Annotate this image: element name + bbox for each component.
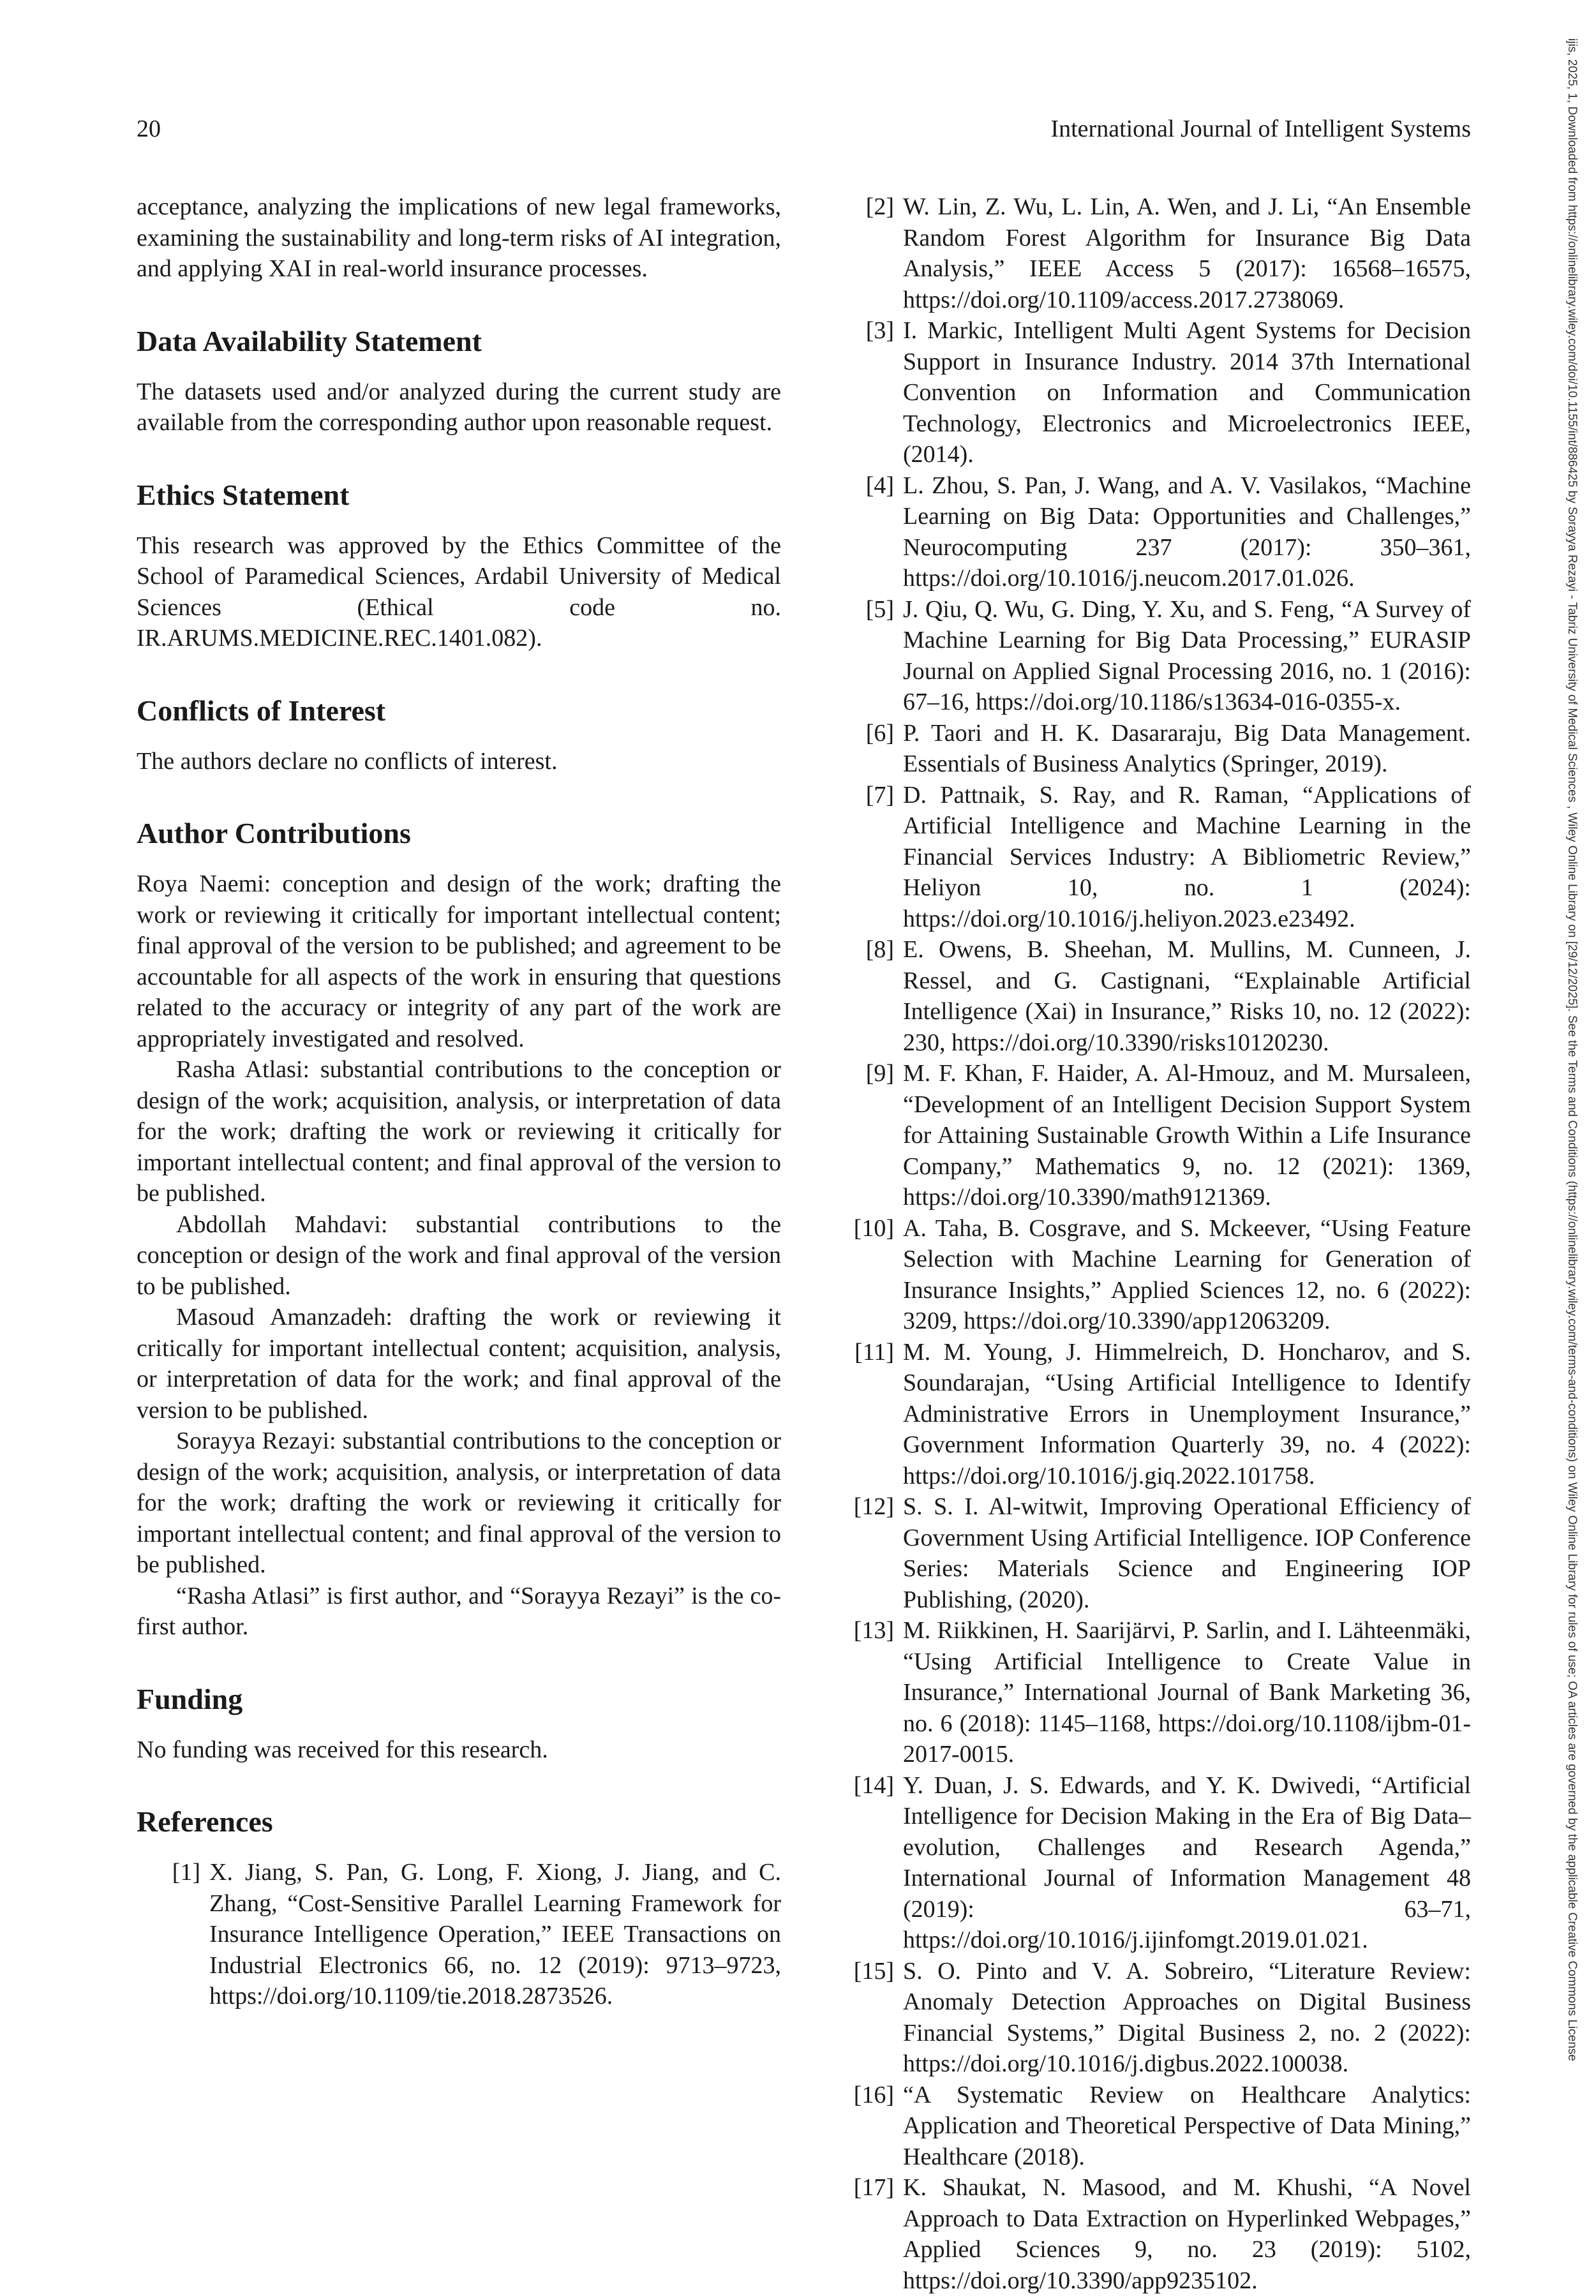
ethics-text: This research was approved by the Ethics Committee of the School of Paramedical Sciences, Ardabil University of Medical Sciences (Ethical code no. IR.ARUMS.MEDICINE.REC.1401.082). <box>137 532 781 652</box>
reference-number: [16] <box>853 2081 894 2108</box>
reference-item <box>846 1058 1471 1213</box>
reference-text: S. O. Pinto and V. A. Sobreiro, “Literature Review: Anomaly Detection Approaches on Digital Business Financial Systems,” Digital Business 2, no. 2 (2022): https://doi.org/10.1016/j.digbus.2022.100038. <box>903 1957 1471 2077</box>
contribution-paragraph: Rasha Atlasi: substantial contributions to the conception or design of the work; acquisition, analysis, or interpretation of data for the work; drafting the work or reviewing it critically for important intellectual content; and final approval of the version to be published. <box>137 1056 781 1207</box>
reference-item <box>846 780 1471 935</box>
reference-item <box>846 1770 1471 1956</box>
contribution-paragraph: Sorayya Rezayi: substantial contributions to the conception or design of the work; acquisition, analysis, or interpretation of data for the work; drafting the work or reviewing it critically for important intellectual content; and final approval of the version to be published. <box>137 1428 781 1578</box>
conflicts-heading: Conflicts of Interest <box>137 694 386 727</box>
reference-number: [11] <box>854 1338 894 1366</box>
reference-text: W. Lin, Z. Wu, L. Lin, A. Wen, and J. Li, “An Ensemble Random Forest Algorithm for Insurance Big Data Analysis,” IEEE Access 5 (2017): 16568–16575, https://doi.org/10.1109/access.2017.2738069. <box>903 193 1471 313</box>
reference-text: S. S. I. Al-witwit, Improving Operational Efficiency of Government Using Artificial Intelligence. IOP Conference Series: Materials Science and Engineering IOP Publishing, (2020). <box>903 1493 1471 1613</box>
reference-text: M. M. Young, J. Himmelreich, D. Honcharov, and S. Soundarajan, “Using Artificial Intelligence to Identify Administrative Errors in Unemployment Insurance,” Government Information Quarterly 39, no. 4 (2022): https://doi.org/10.1016/j.giq.2022.101758. <box>903 1338 1471 1489</box>
references-list-left <box>137 1857 781 2012</box>
journal-title: International Journal of Intelligent Systems <box>1050 116 1471 142</box>
reference-text: P. Taori and H. K. Dasararaju, Big Data Management. Essentials of Business Analytics (Springer, 2019). <box>903 719 1471 777</box>
reference-text: K. Shaukat, N. Masood, and M. Khushi, “A Novel Approach to Data Extraction on Hyperlinked Webpages,” Applied Sciences 9, no. 23 (2019): 5102, https://doi.org/10.3390/app9235102. <box>903 2174 1471 2294</box>
reference-item <box>846 2172 1471 2296</box>
reference-number: [7] <box>865 781 894 809</box>
data-availability-heading: Data Availability Statement <box>137 324 482 357</box>
reference-text: A. Taha, B. Cosgrave, and S. Mckeever, “Using Feature Selection with Machine Learning for Generation of Insurance Insights,” Applied Sciences 12, no. 6 (2022): 3209, https://doi.org/10.3390/app12063209. <box>903 1214 1471 1334</box>
reference-text: X. Jiang, S. Pan, G. Long, F. Xiong, J. Jiang, and C. Zhang, “Cost-Sensitive Parallel Learning Framework for Insurance Intelligence Operation,” IEEE Transactions on Industrial Electronics 66, no. 12 (2019): 9713–9723, https://doi.org/10.1109/tie.2018.2873526. <box>209 1859 781 2009</box>
reference-number: [3] <box>865 317 894 344</box>
conflicts-text: The authors declare no conflicts of interest. <box>137 747 558 775</box>
reference-text: Y. Duan, J. S. Edwards, and Y. K. Dwivedi, “Artificial Intelligence for Decision Making in the Era of Big Data–evolution, Challenges and Research Agenda,” International Journal of Information Management 48 (2019): 63–71, https://doi.org/10.1016/j.ijinfomgt.2019.01.021. <box>903 1771 1471 1953</box>
reference-text: I. Markic, Intelligent Multi Agent Systems for Decision Support in Insurance Industry. 2014 37th International Convention on Information and Communication Technology, Electronics and Microelectronics IEEE, (2014). <box>903 317 1471 468</box>
reference-item <box>846 934 1471 1058</box>
reference-item <box>846 1213 1471 1337</box>
reference-number: [13] <box>853 1617 894 1644</box>
right-column <box>846 191 1471 2296</box>
reference-number: [8] <box>865 936 894 963</box>
reference-number: [17] <box>853 2174 894 2201</box>
funding-text: No funding was received for this research. <box>137 1736 548 1763</box>
page-number: 20 <box>137 116 161 142</box>
reference-number: [10] <box>853 1214 894 1242</box>
ethics-heading: Ethics Statement <box>137 478 350 511</box>
references-list-right <box>846 191 1471 2296</box>
reference-item <box>846 315 1471 470</box>
reference-item <box>846 2080 1471 2173</box>
reference-item <box>846 594 1471 718</box>
reference-text: D. Pattnaik, S. Ray, and R. Raman, “Applications of Artificial Intelligence and Machine Learning in the Financial Services Industry: A Bibliometric Review,” Heliyon 10, no. 1 (2024): https://doi.org/10.1016/j.heliyon.2023.e23492. <box>903 781 1471 932</box>
reference-number: [12] <box>853 1493 894 1520</box>
reference-item <box>137 1857 781 2012</box>
reference-item <box>846 191 1471 315</box>
left-column <box>137 191 781 2012</box>
reference-number: [15] <box>853 1957 894 1985</box>
reference-number: [6] <box>865 719 894 747</box>
reference-item <box>846 470 1471 594</box>
funding-heading: Funding <box>137 1682 243 1715</box>
reference-text: M. Riikkinen, H. Saarijärvi, P. Sarlin, and I. Lähteenmäki, “Using Artificial Intelligence to Create Value in Insurance,” International Journal of Bank Marketing 36, no. 6 (2018): 1145–1168, https://doi.org/10.1108/ijbm-01-2017-0015. <box>903 1617 1471 1768</box>
reference-item <box>846 1491 1471 1615</box>
reference-text: M. F. Khan, F. Haider, A. Al-Hmouz, and M. Mursaleen, “Development of an Intelligent Decision Support System for Attaining Sustainable Growth Within a Life Insurance Company,” Mathematics 9, no. 12 (2021): 1369, https://doi.org/10.3390/math9121369. <box>903 1060 1471 1211</box>
reference-text: E. Owens, B. Sheehan, M. Mullins, M. Cunneen, J. Ressel, and G. Castignani, “Explainable Artificial Intelligence (Xai) in Insurance,” Risks 10, no. 12 (2022): 230, https://doi.org/10.3390/risks10120230. <box>903 936 1471 1056</box>
references-heading: References <box>137 1805 273 1838</box>
data-availability-text: The datasets used and/or analyzed during the current study are available from the corresponding author upon reasonable request. <box>137 378 781 436</box>
intro-paragraph: acceptance, analyzing the implications of new legal frameworks, examining the sustainability and long-term risks of AI integration, and applying XAI in real-world insurance processes. <box>137 193 781 282</box>
contributions-heading: Author Contributions <box>137 817 411 849</box>
reference-text: L. Zhou, S. Pan, J. Wang, and A. V. Vasilakos, “Machine Learning on Big Data: Opportunities and Challenges,” Neurocomputing 237 (2017): 350–361, https://doi.org/10.1016/j.neucom.2017.01.026. <box>903 472 1471 592</box>
reference-number: [9] <box>865 1060 894 1087</box>
reference-item <box>846 718 1471 780</box>
reference-number: [5] <box>865 595 894 623</box>
reference-text: J. Qiu, Q. Wu, G. Ding, Y. Xu, and S. Feng, “A Survey of Machine Learning for Big Data Processing,” EURASIP Journal on Applied Signal Processing 2016, no. 1 (2016): 67–16, https://doi.org/10.1186/s13634-016-0355-x. <box>903 595 1471 715</box>
download-notice <box>1560 38 1585 2093</box>
reference-item <box>846 1615 1471 1770</box>
reference-number: [2] <box>865 193 894 220</box>
reference-number: [4] <box>865 472 894 499</box>
contribution-paragraph: Roya Naemi: conception and design of the work; drafting the work or reviewing it critically for important intellectual content; final approval of the version to be published; and agreement to be accountable for all aspects of the work in ensuring that questions related to the accuracy or integrity of any part of the work are appropriately investigated and resolved. <box>137 870 781 1052</box>
contribution-paragraph: “Rasha Atlasi” is first author, and “Sorayya Rezayi” is the co-first author. <box>137 1582 781 1640</box>
reference-item <box>846 1337 1471 1492</box>
reference-number: [14] <box>853 1771 894 1799</box>
contribution-paragraph: Masoud Amanzadeh: drafting the work or reviewing it critically for important intellectual content; acquisition, analysis, or interpretation of data for the work; and final approval of the version to be published. <box>137 1304 781 1424</box>
reference-text: “A Systematic Review on Healthcare Analytics: Application and Theoretical Perspective of Data Mining,” Healthcare (2018). <box>903 2081 1471 2170</box>
reference-item <box>846 1956 1471 2080</box>
download-notice-text: ijis, 2025, 1, Downloaded from https://onlinelibrary.wiley.com/doi/10.1155/int/886425 by Sorayya Rezayi - Tabriz University of Medical Sciences , Wiley Online Library on [29/12/2025]. See the Terms and Conditions (https://onlinelibrary.wiley.com/terms-and-conditions) on Wiley Online Library for rules of use; OA articles are governed by the applicable Creative Commons License <box>1565 38 1579 2061</box>
reference-number: [1] <box>172 1859 200 1886</box>
contribution-paragraph: Abdollah Mahdavi: substantial contributions to the conception or design of the work and final approval of the version to be published. <box>137 1211 781 1300</box>
